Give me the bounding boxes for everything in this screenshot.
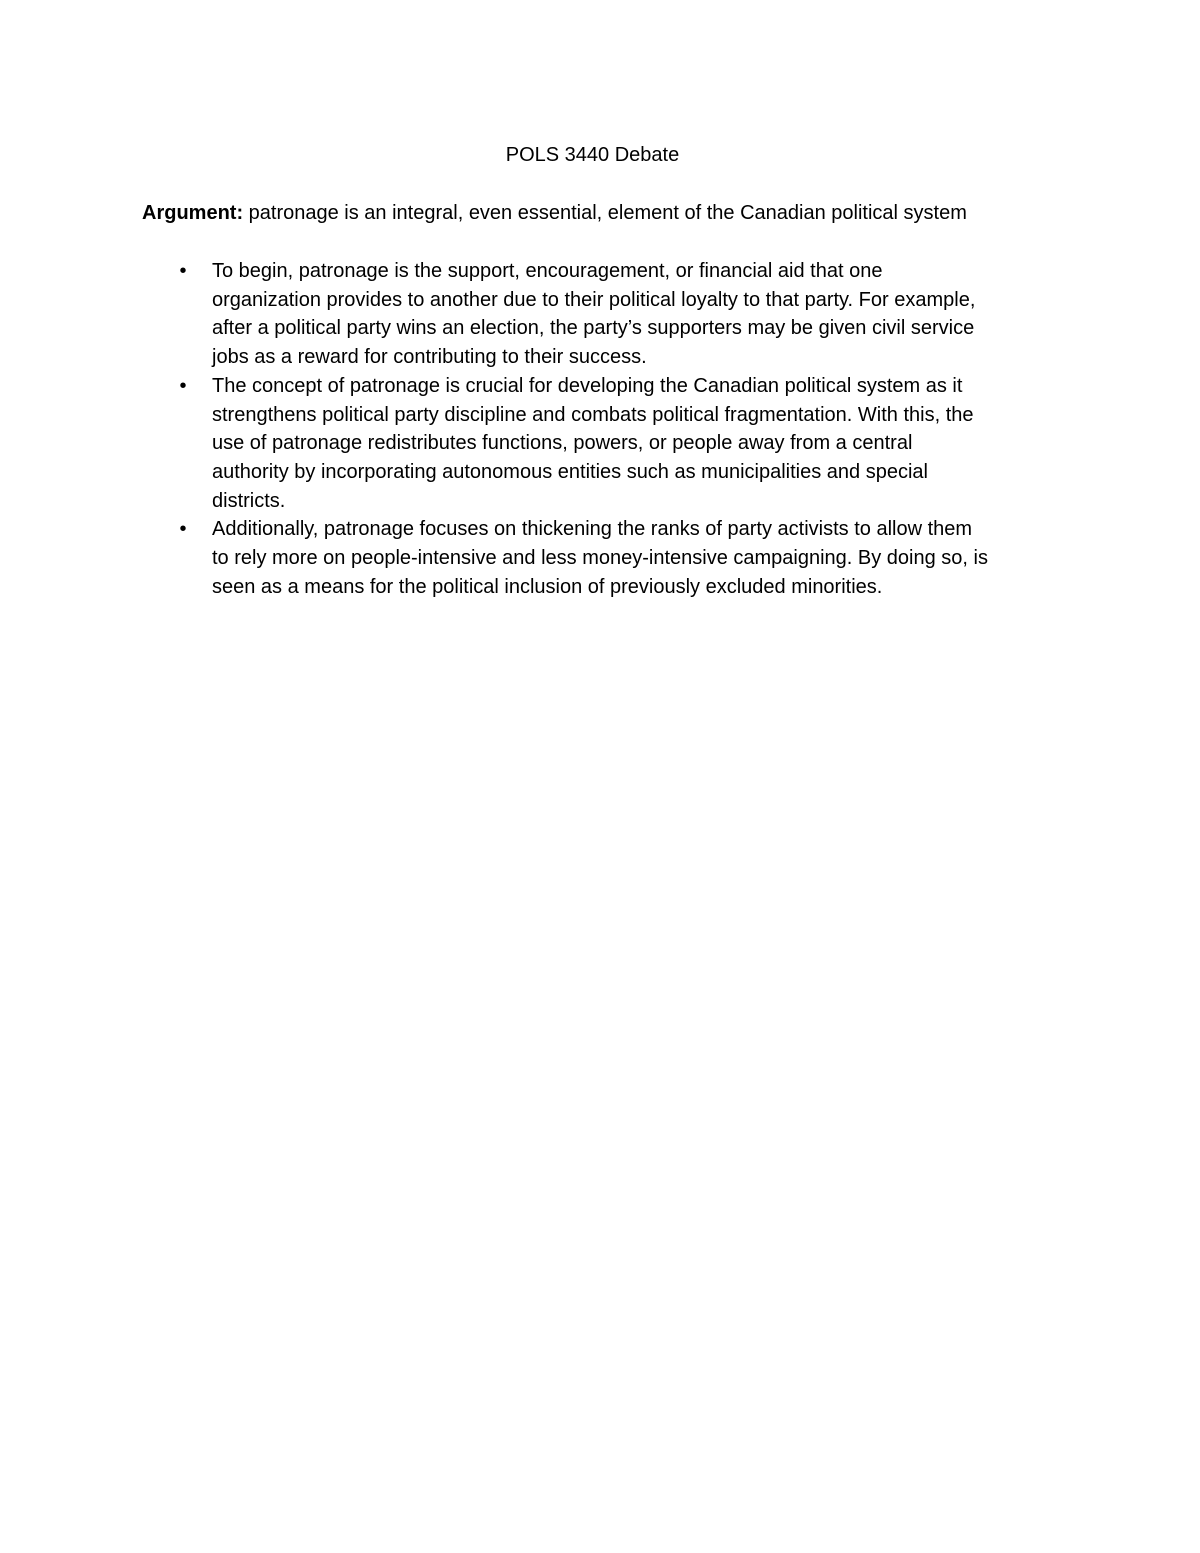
document-title: POLS 3440 Debate (505, 144, 680, 166)
bullet-item-1 (142, 257, 1062, 372)
bullet-line: districts. (212, 489, 286, 512)
bullet-icon: • (179, 518, 187, 541)
argument-text: patronage is an integral, even essential, element of the Canadian political system (243, 202, 967, 224)
bullet-icon: • (179, 374, 187, 397)
bullet-line: use of patronage redistributes functions, powers, or people away from a central (212, 432, 913, 455)
argument-label: Argument: (142, 202, 244, 224)
bullet-line: The concept of patronage is crucial for developing the Canadian political system as it (212, 374, 963, 397)
argument-paragraph (142, 199, 1072, 228)
bullet-line: strengthens political party discipline and combats political fragmentation. With this, the (212, 403, 974, 426)
bullet-icon: • (179, 260, 187, 282)
bullet-line: authority by incorporating autonomous entities such as municipalities and special (212, 460, 928, 483)
bullet-line: after a political party wins an election, the party’s supporters may be given civil service (212, 317, 975, 340)
bullet-line: Additionally, patronage focuses on thickening the ranks of party activists to allow them (212, 518, 973, 541)
bullet-line: To begin, patronage is the support, encouragement, or financial aid that one (212, 260, 883, 282)
bullet-line: seen as a means for the political inclusion of previously excluded minorities. (212, 575, 883, 598)
bullet-line: to rely more on people-intensive and less money-intensive campaigning. By doing so, is (212, 547, 988, 570)
bullet-item-3 (142, 515, 1062, 601)
bullet-list (142, 257, 1062, 601)
bullet-line: organization provides to another due to their political loyalty to that party. For example, (212, 288, 976, 311)
bullet-line: jobs as a reward for contributing to their success. (212, 346, 647, 369)
bullet-item-2 (142, 372, 1062, 516)
